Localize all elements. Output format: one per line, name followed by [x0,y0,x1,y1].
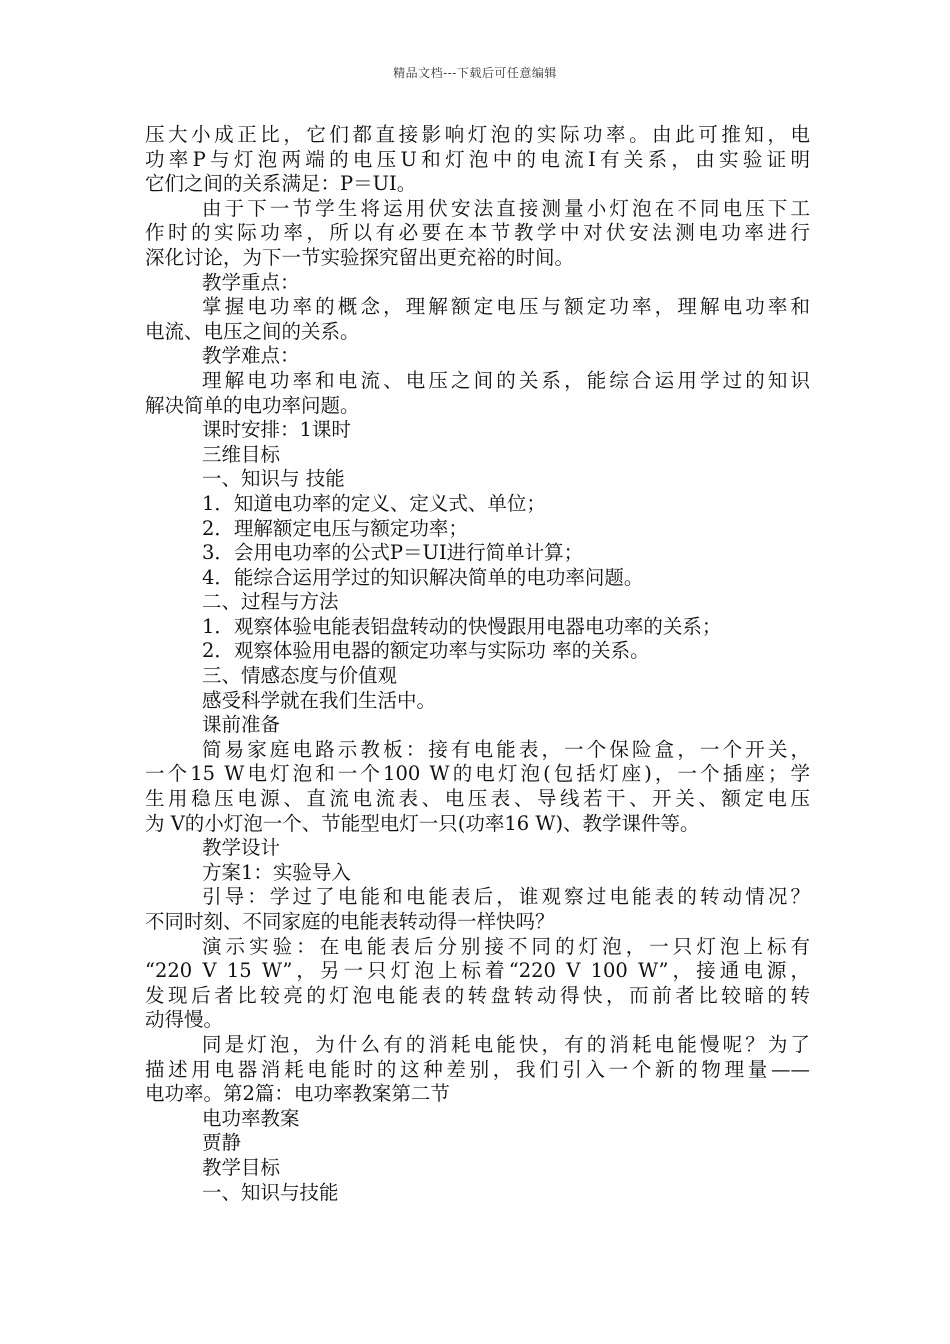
text-line: 课前准备 [202,713,281,737]
text-line: 由于下一节学生将运用伏安法直接测量小灯泡在不同电压下工 [202,196,810,220]
text-line: 理解电功率和电流、电压之间的关系，能综合运用学过的知识 [202,368,810,392]
text-line: 教学重点： [202,270,300,294]
text-line: 一、知识与 技能 [202,467,345,491]
text-line: 压大小成正比，它们都直接影响灯泡的实际功率。由此可推知，电 [145,123,810,146]
text-line: 演示实验：在电能表后分别接不同的灯泡，一只灯泡上标有 [202,934,810,958]
text-line: 功率P与灯泡两端的电压U和灯泡中的电流I有关系，由实验证明 [145,147,810,171]
text-line: 掌握电功率的概念，理解额定电压与额定功率，理解电功率和 [202,295,810,319]
text-line: 不同时刻、不同家庭的电能表转动得一样快吗？ [145,910,555,933]
text-line: 感受科学就在我们生活中。 [202,688,437,712]
text-line: 动得慢。 [145,1008,224,1032]
text-line: 电功率教案 [202,1106,300,1130]
text-line: 2．理解额定电压与额定功率； [202,516,468,540]
text-line: 三、情感态度与价值观 [202,664,398,688]
text-line: 电功率。第2篇：电功率教案第二节 [145,1082,450,1106]
text-line: 方案1：实验导入 [202,860,351,884]
text-line: 发现后者比较亮的灯泡电能表的转盘转动得快，而前者比较暗的转 [145,983,810,1007]
text-line: 1．知道电功率的定义、定义式、单位； [202,491,546,515]
text-line: 简易家庭电路示教板：接有电能表，一个保险盒，一个开关， [202,737,810,761]
text-line: 生用稳压电源、直流电流表、电压表、导线若干、开关、额定电压 [145,787,810,811]
text-line: 1．观察体验电能表铝盘转动的快慢跟用电器电功率的关系； [202,614,722,638]
text-line: 2．观察体验用电器的额定功率与实际功 率的关系。 [202,639,650,663]
text-line: 三维目标 [202,442,281,466]
text-line: 引导：学过了电能和电能表后，谁观察过电能表的转动情况？ [202,885,810,909]
text-line: 一、知识与技能 [202,1180,339,1204]
text-line: 同是灯泡，为什么有的消耗电能快，有的消耗电能慢呢？为了 [202,1032,810,1056]
text-line: 深化讨论，为下一节实验探究留出更充裕的时间。 [145,245,575,269]
text-line: “220 V 15 W”，另一只灯泡上标着“220 V 100 W”，接通电源， [145,959,810,983]
text-line: 为 V的小灯泡一个、节能型电灯一只(功率16 W)、教学课件等。 [145,811,700,835]
text-line: 作时的实际功率，所以有必要在本节教学中对伏安法测电功率进行 [145,221,810,245]
document-body [145,123,810,1205]
text-line: 解决简单的电功率问题。 [145,393,360,417]
text-line: 教学难点： [202,344,300,368]
text-line: 教学设计 [202,836,281,860]
text-line: 4．能综合运用学过的知识解决简单的电功率问题。 [202,565,644,589]
text-line: 二、过程与方法 [202,590,339,614]
text-line: 教学目标 [202,1155,281,1179]
text-line: 3．会用电功率的公式P＝UI进行简单计算； [202,541,584,565]
text-line: 贾静 [202,1131,242,1155]
text-line: 它们之间的关系满足：P＝UI。 [145,172,417,196]
page-header: 精品文档---下载后可任意编辑 [393,66,557,80]
text-line: 电流、电压之间的关系。 [145,319,360,343]
text-line: 描述用电器消耗电能时的这种差别，我们引入一个新的物理量—— [145,1057,810,1081]
text-line: 一个15 W电灯泡和一个100 W的电灯泡(包括灯座)，一个插座；学 [145,762,810,786]
text-line: 课时安排：1课时 [202,418,351,442]
